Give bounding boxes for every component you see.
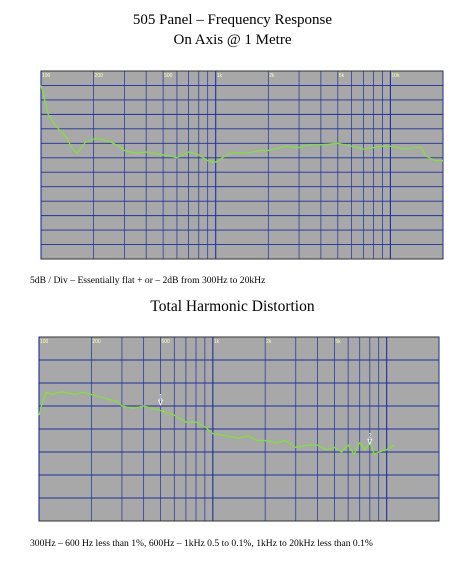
x-tick-label-thd: 5k	[335, 339, 341, 345]
x-tick-label-thd: 200	[92, 339, 101, 345]
x-tick-label-thd: 2k	[266, 339, 272, 345]
x-tick-label-fr: 100	[42, 73, 51, 79]
chart-title-line1: 505 Panel – Frequency Response	[132, 12, 333, 28]
x-tick-label-thd: 500	[161, 339, 170, 345]
x-tick-label-thd: 1k	[213, 339, 220, 345]
x-tick-label-fr: 10k	[391, 73, 400, 79]
marker-label-thd: 1	[159, 394, 163, 401]
x-tick-label-fr: 2k	[269, 73, 275, 79]
x-tick-label-fr: 1k	[216, 73, 222, 79]
x-tick-label-fr: 5k	[338, 73, 345, 79]
thd-caption: 300Hz – 600 Hz less than 1%, 600Hz – 1kHz 0.5 to 0.1%, 1kHz to 20kHz less than 0.1%	[30, 538, 373, 549]
chart-title-line2: On Axis @ 1 Metre	[173, 32, 292, 48]
x-tick-label-thd: 100	[40, 339, 49, 345]
x-tick-label-fr: 500	[164, 73, 173, 79]
x-tick-label-fr: 200	[94, 73, 103, 79]
frequency-response-caption: 5dB / Div – Essentially flat + or – 2dB from 300Hz to 20kHz	[30, 275, 266, 286]
marker-label-thd: 2	[368, 433, 372, 440]
thd-title: Total Harmonic Distortion	[150, 298, 315, 315]
